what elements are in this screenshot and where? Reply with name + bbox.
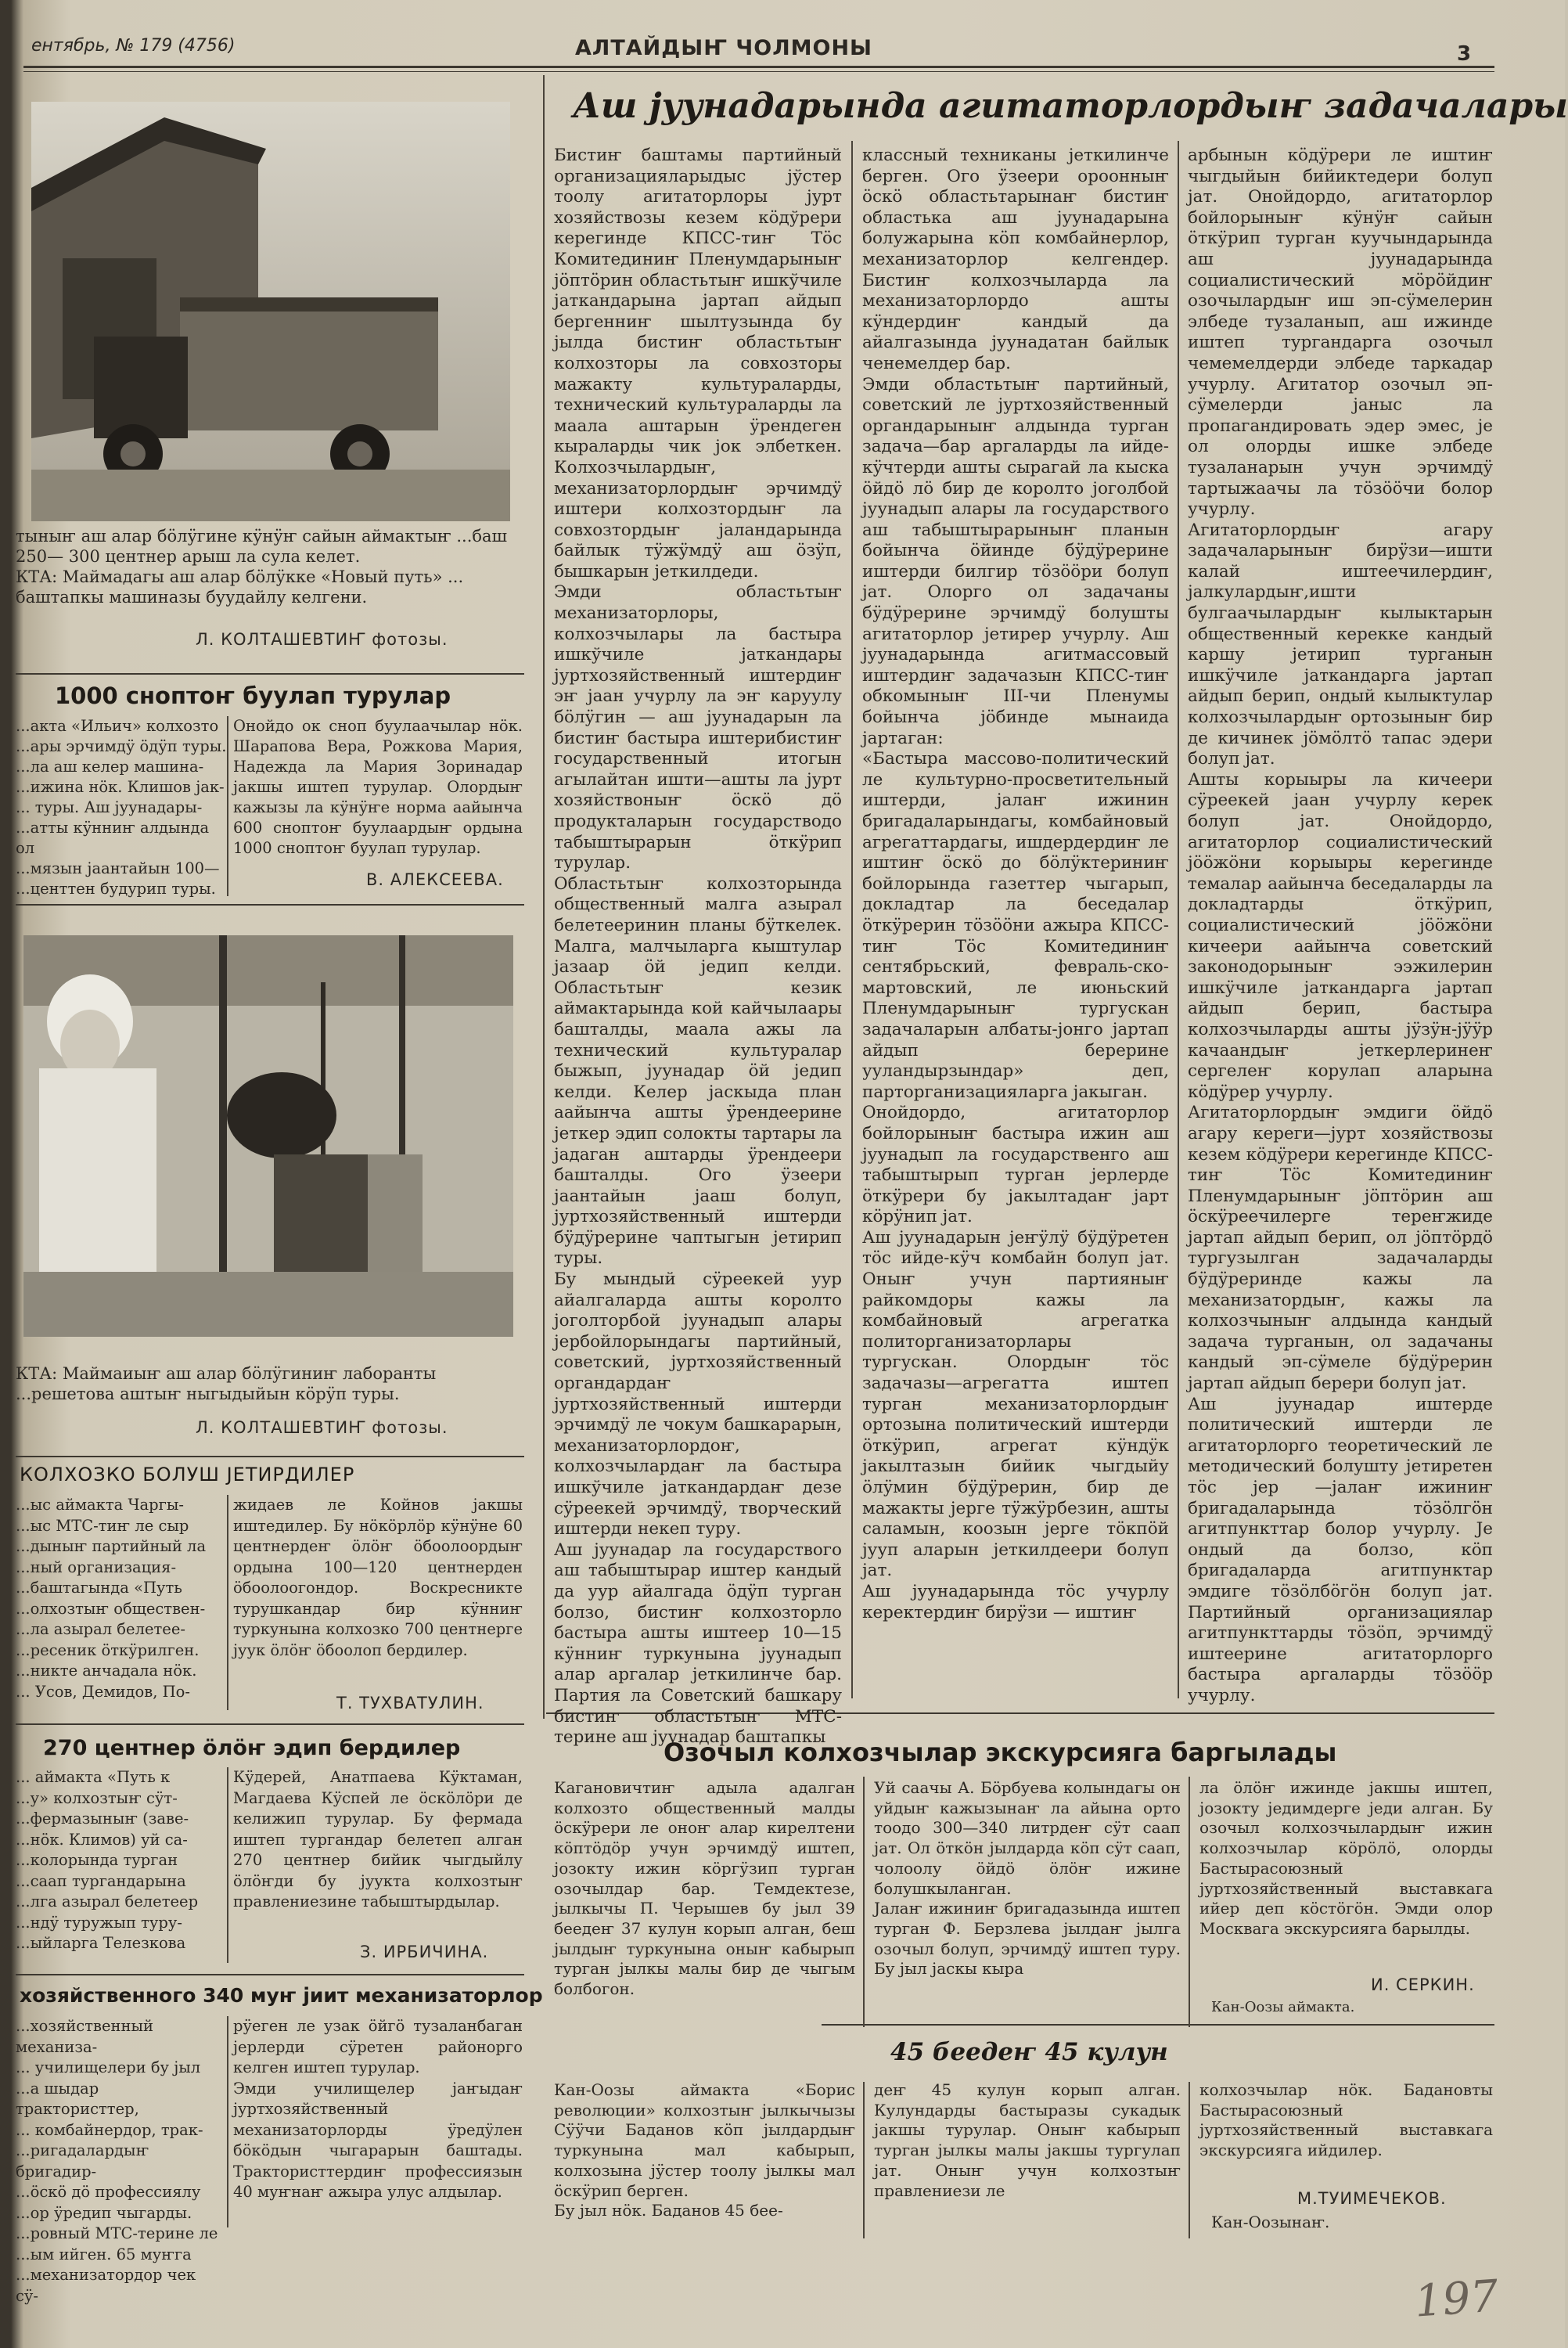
article-1000-signature: В. АЛЕКСЕЕВА.: [366, 870, 504, 889]
page-number: 3: [1457, 42, 1472, 66]
column-divider: [1189, 2082, 1190, 2238]
handwritten-number: 197: [1412, 2271, 1501, 2328]
photo2-credit: Л. КОЛТАШЕВТИҤ фотозы.: [196, 1418, 448, 1437]
column-divider: [227, 716, 228, 896]
section-rule: [16, 673, 524, 675]
article-kolhozko-signature: Т. ТУХВАТУЛИН.: [336, 1694, 484, 1712]
article-45-signature: М.ТУИМЕЧЕКОВ.: [1297, 2189, 1447, 2208]
section-rule: [822, 2024, 1494, 2026]
article-ozochyl-title: Озочыл колхозчылар экскурсияга баргылады: [664, 1738, 1337, 1767]
masthead-rule: [23, 66, 1494, 68]
article-270-left: ... аймакта «Путь к ...у» колхозтыҥ сӱт- ...фермазыныҥ (заве- ...нӧк. Климов) уй са- ...колорында турган ...саап тургандарына ...лга азырал белетеер ...ндӱ туружып туру- ...ыйларга Телезкова: [16, 1768, 199, 1952]
article-270-title: 270 центнер ӧлӧҥ эдип бердилер: [43, 1736, 461, 1760]
article-45-col2: деҥ 45 кулун корып алган. Кулундарды бастыразы сукадык јакшы турулар. Оныҥ кабырып турган јылкы малы јакшы тургулап јат. Оныҥ учун колхозтыҥ правлениези ле: [874, 2080, 1181, 2200]
article-45-col1: Кан-Оозы аймакта «Борис революции» колхозтыҥ јылкычызы Сӱӱчи Баданов кӧп јылдардыҥ туркунына мал кабырып, колхозына јӱстер тоолу јылкы мал ӧскӱрип берген. Бу јыл нӧк. Баданов 45 бее-: [554, 2080, 855, 2220]
photo1-caption: тыныҥ аш алар бӧлӱгине кӱнӱҥ сайын аймактыҥ ...баш 250— 300 центнер арыш ла сула келет. КТА: Маймадагы аш алар бӧлӱкке «Новый путь» ... баштапкы машиназы буудайлу келгени.: [16, 527, 508, 607]
section-rule: [16, 904, 524, 906]
article-kolhozko-right: жидаев ле Койнов јакшы иштедилер. Бу нӧкӧрлӧр кӱнӱне 60 центнердеҥ ӧлӧҥ ӧбоолоордыҥ ордына 100—120 центнерден ӧбоолоогондор. Воскресникте турушкандар бир кӱнниҥ туркунына колхозко 700 центнерге јуук ӧлӧҥ ӧбоолоп бердилер.: [233, 1496, 523, 1659]
column-divider: [851, 141, 853, 1698]
main-article-col3: арбынын кӧдӱрери ле иштиҥ чыгдыйын бийиктедери болуп јат. Онойдордо, агитаторлор бойлорыныҥ кӱнӱҥ сайын ӧткӱрип турган куучындарында аш јуунадарында социалистический мӧрӧйдиҥ озочылардыҥ иш эп-сӱмелерин элбеде тузаланып, аш ижинде иштеп тургандарга озочыл чемемелдерди элбеде таркадар учурлу. Агитатор озочыл эп-сӱмелерди јаныс ла пропагандировать эдер эмес, је ол олорды ишке элбеде тузаланарын учун эрчимдӱ тартыжаачы ла тӧзӧӧчи болор учурлу. Агитаторлордыҥ агару задачаларыныҥ бирӱзи—ишти калай иштеечилердиҥ, јалкулардыҥ,ишти булгаачылардыҥ кылыктарын общественный керекке кандый каршу јетирип турганын ишкӱчиле јаткандарга јартап айдып берип, ондый кылыктулар колхозчылардыҥ ортозыныҥ бир де кичинек јӧмӧлтӧ тапас эдери болуп јат. Ашты корыыры ла кичеери сӱреекей јаан учурлу керек болуп јат. Онойдордо, агитаторлор социалистический јӧӧжӧни корыыры керегинде темалар аайынча беседаларды ла докладтарды ӧткӱрип, социалистический јӧӧжӧни кичеери аайынча советский законодорыныҥ ээжилерин ишкӱчиле јаткандарга јартап айдып берип, бастыра колхозчыларды ашты јӱзӱн-јӱӱр качаандыҥ јеткерлеринеҥ сергелеҥ корулап аларына кӧдӱрер учурлу. Агитаторлордыҥ эмдиги ӧйдӧ агару кереги—јурт хозяйствозы кезем кӧдӱрери керегинде КПСС-тиҥ Тӧс Комитединиҥ Пленумдарыныҥ јӧптӧрин аш ӧскӱреечилерге тереҥжиде јартап айдып берип, ол јӧптӧрдӧ тургузылган задачаларды бӱдӱреринде кажы ла механизатордыҥ, кажы ла колхозчыныҥ алдында кандый задача турганын, ол задачаны кандый эп-сӱмеле бӱдӱрерин јартап айдып берери болуп јат. Аш јуунадар иштерде политический иштерди ле агитаторлорго теоретический ле методический болушту јетиретен тӧс јер —јалаҥ ижиниҥ бригадаларында тӧзӧлгӧн агитпункттар болор учурлу. Је ондый да болзо, кӧп бригадаларда агитпунктар эмдиге тӧзӧлбӧгӧн болуп јат. Партийный организациялар агитпункттарды тӧзӧп, эрчимдӱ иштеерине агитаторлорго бастыра аргаларды тӧзӧӧр учурлу.: [1188, 146, 1493, 1705]
column-divider: [227, 2016, 228, 2227]
column-divider: [863, 1777, 865, 2027]
column-divider: [863, 2082, 865, 2238]
column-divider: [1189, 1777, 1190, 2027]
article-45-col3: колхозчылар нӧк. Бадановты Бастырасоюзный јуртхозяйственный выставкага экскурсияга ийдилер.: [1199, 2080, 1493, 2160]
article-340-right: рӱеген ле узак ӧйгӧ тузаланбаган јерлерди сӱретен районорго келген иштеп турулар. Эмди училищелер јаҥыдаҥ јуртхозяйственный механизаторлорды ӱредӱлен бӧкӧдын чыгарарын баштады. Трактористтердиҥ профессиязын 40 муҥнаҥ ажыра улус алдылар.: [233, 2017, 523, 2201]
section-rule: [16, 1974, 524, 1975]
photo1-credit: Л. КОЛТАШЕВТИҤ фотозы.: [196, 630, 448, 649]
article-45-place: Кан-Оозынаҥ.: [1211, 2213, 1330, 2231]
column-divider: [227, 1495, 228, 1710]
photo2-caption: КТА: Маймаиыҥ аш алар бӧлӱгиниҥ лаборанты ...решетова аштыҥ ныгыдыйын кӧрӱп туры.: [16, 1364, 437, 1403]
article-1000-title: 1000 сноптоҥ буулап турулар: [55, 682, 451, 709]
article-ozochyl-col3: ла ӧлӧҥ ижинде јакшы иштеп, јозокту једимдерге једи алган. Бу озочыл колхозчылардыҥ ижин колхозчылар кӧрӧлӧ, олорды Бастырасоюзный јуртхозяйственный выставкага ийер деп кӧстӧгӧн. Эмди олор Москвага экскурсияга барылды.: [1199, 1778, 1493, 1938]
article-ozochyl-signature: И. СЕРКИН.: [1371, 1975, 1475, 1994]
article-1000-left: ...акта «Ильич» колхозто ...ары эрчимдӱ ӧдӱп туры. ...ла аш келер машина- ...ижина нӧк. Клишов јак- ... туры. Аш јуунадары- ...атты кӱнниҥ алдында ол ...мязын јаантайын 100— ...центтен будурип туры.: [16, 717, 227, 898]
column-divider: [1178, 141, 1179, 1698]
main-article-col1: Бистиҥ баштамы партийный организацияларыдыс јўстер тоолу агитаторлоры јурт хозяйствозы кезем кӧдўрери керегинде КПСС-тиҥ Тӧс Комитединиҥ Пленумдарыныҥ јӧптӧрин областьтыҥ ишкўчиле јаткандарына јартап айдып бергенниҥ шылтузында бу јылда бистиҥ областьтыҥ колхозторы ла совхозторы мажакту культураларды, технический культураларды ла маала аштарын ӱрендеген кыраларды чик јок элбеткен. Колхозчылардыҥ, механизаторлордыҥ эрчимдӱ иштери колхозтордыҥ ла совхозтордыҥ јаландарында байлык тӱжӱмдӱ аш ӧзӱп, бышкарын јеткилдеди. Эмди областьтыҥ механизаторлоры, колхозчылары ла бастыра ишкўчиле јаткандары јуртхозяйственный иштердиҥ эҥ јаан учурлу ла эҥ каруулу бӧлӱгин — аш јуунадарын ла бистиҥ бастыра иштерибистиҥ государственный итогын агылайтан ишти—ашты ла јурт хозяйствоныҥ ӧскӧ дӧ продукталарын государстводо табыштырарын ӧткӱрип турулар. Областьтыҥ колхозторында общественный малга азырал белетееринин планы бӱткелек. Малга, малчыларга кыштулар јазаар ӧй једип келди. Областьтыҥ кезик аймактарында кой кайчылаары башталды, маала ажы ла технический культуралар быжып, јуунадар ӧй једип келди. Келер јаскыда план аайынча ашты ӱрендеерине јеткер эдип солокты тартары ла јадаган аштарды ӱрендеери башталды. Ого ӱзеери јаантайын јааш болуп, јуртхозяйственный иштерди бӱдӱрерине чаптыгын јетирип туры. Бу мындый сӱреекей уур айалгаларда ашты королто јоголторбой јуунадып алары јербойлорындагы партийный, советский, јуртхозяйственный органдардаҥ јуртхозяйственный иштерди эрчимдӱ ле чокум башкарарын, механизаторлордоҥ, колхозчылардаҥ ла бастыра ишкўчиле јаткандардаҥ дезе сӱреекей эрчимдӱ, творческий иштерди некеп туру. Аш јуунадар ла государствого аш табыштырар иштер кандый да уур айалгада ӧдӱп турган болзо, бистиҥ колхозторло бастыра ашты иштеер 10—15 кӱнниҥ туркунына јуунадып алар аргалар јеткилинче бар. Партия ла Советский башкару бистиҥ областьтыҥ МТС-терине аш јуунадар баштапкы: [554, 146, 842, 1748]
article-ozochyl-col2: Уй саачы А. Бӧрбуева колындагы он уйдыҥ кажызынаҥ ла айына орто тоодо 300—340 литрдеҥ сӱт саап јат. Ол ӧткӧн јылдарда кӧп сӱт саап, чолоолу ӧйдӧ ӧлӧҥ ижине болушкыланган. Јалаҥ ижиниҥ бригадазында иштеп турган Ф. Берзлева јылдаҥ јылга озочыл болуп, эрчимдӱ иштеп туру. Бу јыл јаскы кыра: [874, 1778, 1181, 1979]
article-ozochyl-place: Кан-Оозы аймакта.: [1211, 1999, 1355, 2015]
column-divider: [227, 1767, 228, 1963]
photo-grain-truck: [31, 102, 510, 521]
main-article-col2: классный техниканы јеткилинче берген. Ого ӱзеери ороонныҥ ӧскӧ областьтарынаҥ бистиҥ областька аш јуунадарына болужарына кӧп комбайнерлор, механизаторлор келгендер. Бистиҥ колхозчыларда ла механизаторлордо ашты кӱндердиҥ кандый да айалгазында јуунадатан байлык ченемелдер бар. Эмди областьтыҥ партийный, советский ле јуртхозяйственный органдарыныҥ алдында турган задача—бар аргаларды ла ийде-кӱчтерди ашты сырагай ла кыска ӧйдӧ лӧ бир де королто јоголбой јуунадып алары ла государствого аш табыштырарыныҥ планын бойынча ӧйинде бӱдӱрерине иштерди билгир тӧзӧӧри болуп јат. Олорго ол задачаны бӱдӱрерине эрчимдӱ болушты агитаторлор јетирер учурлу. Аш јуунадарында агитмассовый иштердиҥ задачазын КПСС-тиҥ обкомыныҥ III-чи Пленумы бойынча јӧбинде мынаида јартаган: «Бастыра массово-политический ле культурно-просветительный иштерди, јалаҥ ижинин бригадаларындагы, комбайновый агрегаттардагы, ишдердердиҥ ле иштиҥ ӧскӧ до бӧлӱктериниҥ бойлорында газеттер чыгарып, докладтар ла беседалар ӧткӱрерин тӧзӧӧни ажыра КПСС-тиҥ Тӧс Комитединиҥ сентябрьский, февраль-ско-мартовский, ле июньский Пленумдарыныҥ тургускан задачаларын албаты-јонго јартап айдып берерине ууландырзындар» деп, парторганизацияларга јакыган. Онойдордо, агитаторлор бойлорыныҥ бастыра ижин аш јуунадып ла государственго аш табыштырып турган јерлерде ӧткӱрери бу јакылтадаҥ јарт кӧрӱнип јат. Аш јуунадарын јеҥӱлӱ бӱдӱретен тӧс ийде-кӱч комбайн болуп јат. Оныҥ учун партияныҥ райкомдоры кажы ла комбайновый агрегатка политорганизаторлары тургускан. Олордыҥ тӧс задачазы—агрегатта иштеп турган механизаторлордыҥ ортозына политический иштерди ӧткӱрип, агрегат кӱндӱк јакылтазын бийик чыгдыйу ӧлӱмин бӱдӱрерин, бир де мажакты јерге тӱжӱрбезин, ашты саламын, коозын јерге тӧкпӧй јууп аларын јеткилдеери болуп јат. Аш јуунадарында тӧс учурлу керектердиҥ бирӱзи — иштиҥ: [862, 146, 1169, 1622]
main-headline: Аш јуунадарында агитаторлордыҥ задачалары: [573, 86, 1568, 126]
article-1000-right: Онойдо ок сноп буулаачылар нӧк. Шарапова Вера, Рожкова Мария, Надежда ла Мария Зоринадар јакшы иштеп турулар. Олордыҥ кажызы ла кӱнӱҥе норма аайынча 600 сноптоҥ буулаардыҥ ордына 1000 сноптоҥ буулап турулар.: [233, 717, 523, 857]
article-340-left: ...хозяйственный механиза- ... училищелери бу јыл ...а шыдар трактористтер, ... комбайнердор, трак- ...ригадалардыҥ бригадир- ...ӧскӧ дӧ профессиялу ...ор ӱредип чыгарды. ...ровный МТС-терине ле ...ым ийген. 65 муҥга ...механизатордор чек сӱ-: [16, 2017, 218, 2305]
newspaper-name: АЛТАЙДЫҤ ЧОЛМОНЫ: [575, 36, 873, 60]
section-rule: [16, 1723, 524, 1725]
photo-laboratory: [23, 935, 513, 1337]
article-ozochyl-col1: Кагановичтиҥ адыла адалган колхозто общественный малды ӧскӱрери ле оноҥ алар кирелтени кӧптӧдӧр учун эрчимдӱ иштеп, јозокту ижин кӧргӱзип турган озочылдар бар. Темдектезе, јылкычы П. Черышев бу јыл 39 беедеҥ 37 кулун корып алган, беш јылдыҥ туркунына оныҥ кабырып турган јылкы малы бир де чыгым болбогон.: [554, 1778, 855, 1999]
article-kolhozko-title: КОЛХОЗКО БОЛУШ ЈЕТИРДИЛЕР: [20, 1464, 355, 1486]
column-divider: [543, 75, 545, 1719]
article-45-title: 45 беедеҥ 45 кулун: [890, 2038, 1168, 2066]
issue-number: ентябрь, № 179 (4756): [31, 36, 236, 56]
article-kolhozko-left: ...ыс аймакта Чаргы- ...ыс МТС-тиҥ ле сыр ...дыныҥ партийный ла ...ный организация- ...баштагында «Путь ...олхозтыҥ обществен- ...ла азырал белетее- ...ресеник ӧткӱрилген. ...никте анчадала нӧк. ... Усов, Демидов, По-: [16, 1496, 207, 1701]
article-270-right: Кӱдерей, Анатпаева Кӱктаман, Магдаева Кӱспей ле ӧскӧлӧри де келижип турулар. Бу фермада иштеп тургандар белетеп алган 270 центнер бийик чыгдыйлу ӧлӧҥди бу јуукта колхозтыҥ правлениезине табыштырдылар.: [233, 1768, 523, 1910]
article-270-signature: З. ИРБИЧИНА.: [360, 1943, 489, 1961]
masthead-rule-thin: [23, 71, 1494, 72]
section-rule: [16, 1456, 524, 1457]
article-340-title: хозяйственного 340 муҥ јиит механизаторлор: [20, 1984, 543, 2007]
